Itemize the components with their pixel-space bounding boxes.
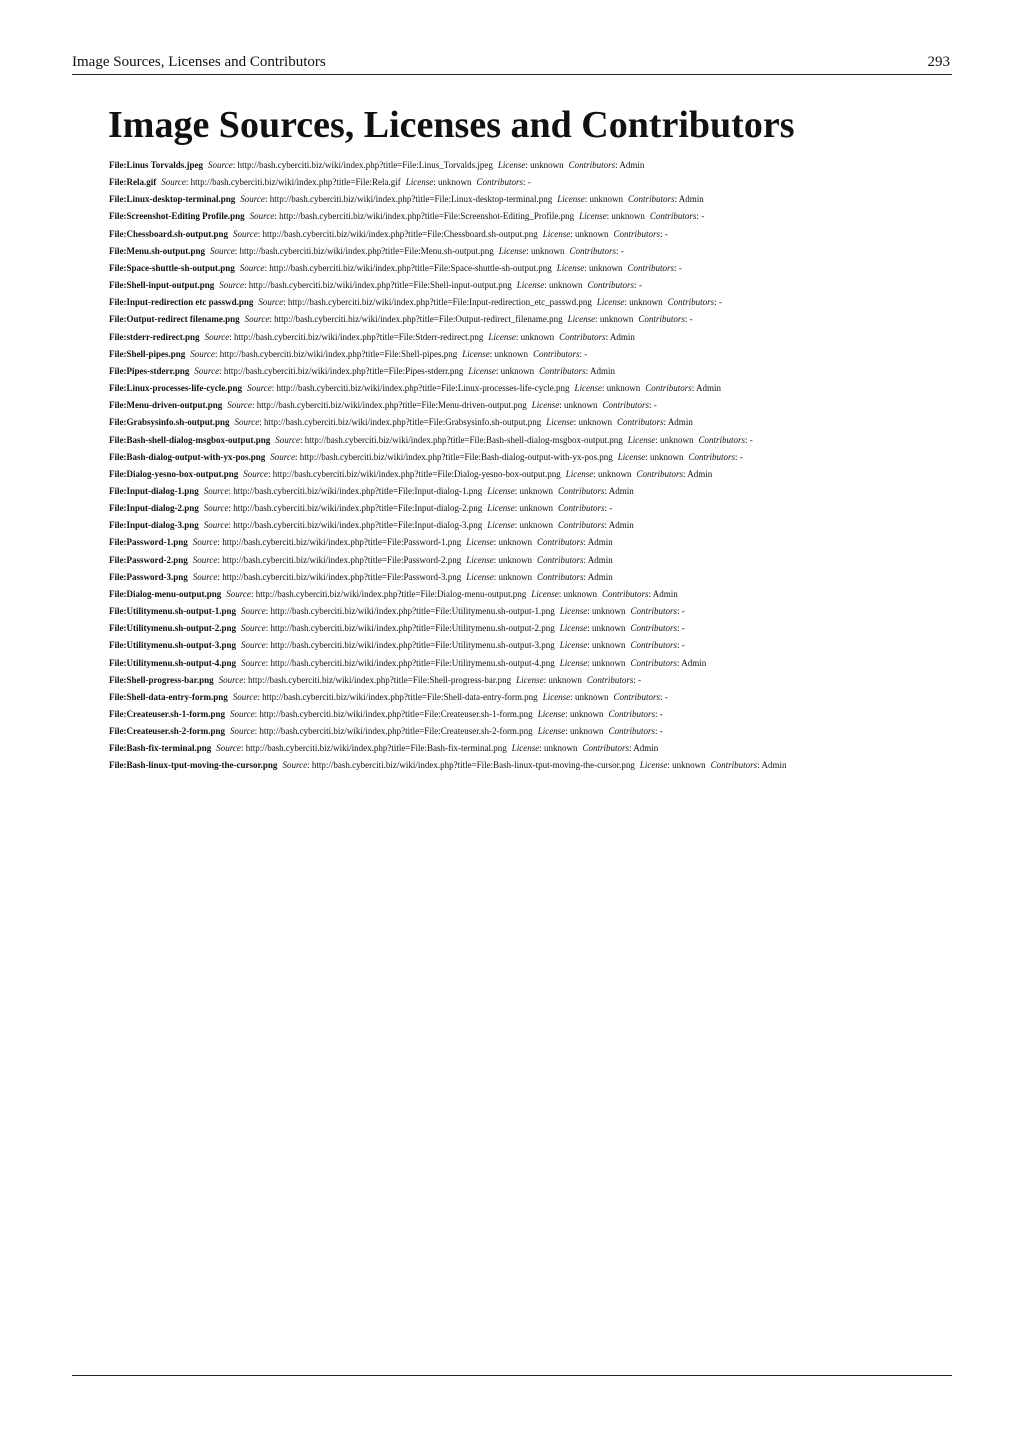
contributors-value: - xyxy=(689,314,693,325)
license-label: License xyxy=(516,674,544,685)
license-label: License xyxy=(542,691,571,702)
list-item: File:Input-redirection etc passwd.png Source: http://bash.cyberciti.biz/wiki/index.php?title=File:Input-redirection_etc_passwd.png License: unknown Contributors: - xyxy=(109,297,722,308)
contributors-label: Contributors xyxy=(645,383,692,394)
running-header xyxy=(72,52,952,74)
list-item: File:Dialog-yesno-box-output.png Source: http://bash.cyberciti.biz/wiki/index.php?title=File:Dialog-yesno-box-output.png License: unknown Contributors: Admin xyxy=(109,468,713,479)
image-filename: File:Grabsysinfo.sh-output.png xyxy=(109,417,230,428)
license-label: License xyxy=(462,348,490,359)
image-filename: File:Bash-shell-dialog-msgbox-output.png xyxy=(109,434,271,445)
contributors-value: - xyxy=(749,434,753,445)
image-filename: File:Bash-dialog-output-with-yx-pos.png xyxy=(109,451,266,462)
image-filename: File:Password-3.png xyxy=(109,571,188,582)
license-label: License xyxy=(511,743,540,754)
image-filename: File:Dialog-yesno-box-output.png xyxy=(109,468,239,479)
list-item: File:Chessboard.sh-output.png Source: http://bash.cyberciti.biz/wiki/index.php?title=File:Chessboard.sh-output.png License: unknown Contributors: - xyxy=(109,228,668,239)
license-label: License xyxy=(559,606,588,617)
source-label: Source xyxy=(249,211,275,222)
source-url[interactable]: http://bash.cyberciti.biz/wiki/index.php?title=File:Shell-data-entry-form.png xyxy=(262,691,538,702)
list-item: File:Screenshot-Editing Profile.png Source: http://bash.cyberciti.biz/wiki/index.php?title=File:Screenshot-Editing_Profile.png License: unknown Contributors: - xyxy=(109,211,705,222)
image-filename: File:Shell-progress-bar.png xyxy=(109,674,214,685)
license-value: unknown xyxy=(549,280,583,291)
contributors-value: Admin xyxy=(761,760,787,771)
source-label: Source xyxy=(270,451,295,462)
license-value: unknown xyxy=(500,365,535,376)
license-value: unknown xyxy=(589,194,623,205)
source-label: Source xyxy=(219,280,244,291)
contributors-value: Admin xyxy=(652,588,678,599)
license-value: unknown xyxy=(519,520,554,531)
license-label: License xyxy=(627,434,656,445)
license-label: License xyxy=(466,537,494,548)
source-label: Source xyxy=(192,571,218,582)
contributors-value: - xyxy=(681,640,685,651)
source-url[interactable]: http://bash.cyberciti.biz/wiki/index.php?title=File:Pipes-stderr.png xyxy=(223,365,464,376)
source-url[interactable]: http://bash.cyberciti.biz/wiki/index.php?title=File:Password-3.png xyxy=(222,571,462,582)
source-label: Source xyxy=(258,297,284,308)
source-label: Source xyxy=(190,348,215,359)
contributors-label: Contributors xyxy=(558,503,605,514)
source-label: Source xyxy=(194,365,220,376)
contributors-label: Contributors xyxy=(537,571,584,582)
image-filename: File:Menu.sh-output.png xyxy=(109,245,206,256)
source-label: Source xyxy=(203,520,229,531)
license-label: License xyxy=(557,194,585,205)
contributors-value: Admin xyxy=(619,160,645,170)
source-label: Source xyxy=(241,623,266,634)
license-label: License xyxy=(498,245,527,256)
list-item: File:Password-2.png Source: http://bash.cyberciti.biz/wiki/index.php?title=File:Password-2.png License: unknown Contributors: Admin xyxy=(109,554,613,565)
contributors-label: Contributors xyxy=(630,606,678,617)
source-url[interactable]: http://bash.cyberciti.biz/wiki/index.php?title=File:Utilitymenu.sh-output-2.png xyxy=(270,623,555,634)
contributors-label: Contributors xyxy=(558,520,605,531)
image-filename: File:Shell-pipes.png xyxy=(109,348,186,359)
image-filename: File:Input-dialog-3.png xyxy=(109,520,199,531)
list-item: File:Createuser.sh-2-form.png Source: http://bash.cyberciti.biz/wiki/index.php?title=File:Createuser.sh-2-form.png License: unknown Contributors: - xyxy=(109,726,663,737)
source-label: Source xyxy=(239,262,265,273)
source-url[interactable]: http://bash.cyberciti.biz/wiki/index.php?title=File:Shell-input-output.png xyxy=(248,280,512,291)
image-filename: File:stderr-redirect.png xyxy=(109,331,200,342)
contributors-value: - xyxy=(664,691,668,702)
license-value: unknown xyxy=(574,691,609,702)
source-url[interactable]: http://bash.cyberciti.biz/wiki/index.php?title=File:Bash-shell-dialog-msgbox-output.png xyxy=(304,434,623,445)
source-label: Source xyxy=(208,160,233,170)
image-filename: File:Shell-data-entry-form.png xyxy=(109,691,228,702)
list-item: File:Utilitymenu.sh-output-2.png Source: http://bash.cyberciti.biz/wiki/index.php?title=File:Utilitymenu.sh-output-2.png License: unknown Contributors: - xyxy=(109,623,685,634)
contributors-label: Contributors xyxy=(569,245,617,256)
source-url[interactable]: http://bash.cyberciti.biz/wiki/index.php?title=File:Grabsysinfo.sh-output.png xyxy=(263,417,542,428)
contributors-label: Contributors xyxy=(582,743,629,754)
image-filename: File:Linux-processes-life-cycle.png xyxy=(109,383,243,394)
source-label: Source xyxy=(282,760,308,771)
contributors-label: Contributors xyxy=(636,468,684,479)
license-value: unknown xyxy=(498,537,532,548)
source-url[interactable]: http://bash.cyberciti.biz/wiki/index.php?title=File:Createuser.sh-1-form.png xyxy=(259,709,533,719)
source-url[interactable]: http://bash.cyberciti.biz/wiki/index.php?title=File:Dialog-menu-output.png xyxy=(255,588,527,599)
list-item: File:Rela.gif Source: http://bash.cyberciti.biz/wiki/index.php?title=File:Rela.gif License: unknown Contributors: - xyxy=(109,177,531,188)
contributors-label: Contributors xyxy=(608,726,655,737)
contributors-value: Admin xyxy=(587,554,613,565)
contributors-value: Admin xyxy=(587,571,613,582)
contributors-label: Contributors xyxy=(628,194,675,205)
source-url[interactable]: http://bash.cyberciti.biz/wiki/index.php?title=File:Rela.gif xyxy=(190,177,401,188)
license-label: License xyxy=(596,297,625,308)
source-label: Source xyxy=(210,245,235,256)
list-item: File:Utilitymenu.sh-output-3.png Source: http://bash.cyberciti.biz/wiki/index.php?title=File:Utilitymenu.sh-output-3.png License: unknown Contributors: - xyxy=(109,640,685,651)
license-label: License xyxy=(567,314,596,325)
list-item: File:Shell-input-output.png Source: http://bash.cyberciti.biz/wiki/index.php?title=File:Shell-input-output.png License: unknown Contributors: - xyxy=(109,280,642,291)
source-url[interactable]: http://bash.cyberciti.biz/wiki/index.php?title=File:Menu-driven-output.png xyxy=(256,400,527,411)
source-url[interactable]: http://bash.cyberciti.biz/wiki/index.php?title=File:Linus_Torvalds.jpeg xyxy=(237,160,493,170)
list-item: File:Menu.sh-output.png Source: http://bash.cyberciti.biz/wiki/index.php?title=File:Menu.sh-output.png License: unknown Contributors: - xyxy=(109,245,624,256)
license-value: unknown xyxy=(629,297,663,308)
image-filename: File:Rela.gif xyxy=(109,177,157,188)
source-label: Source xyxy=(161,177,186,188)
license-value: unknown xyxy=(569,726,604,737)
source-label: Source xyxy=(241,640,266,651)
contributors-value: - xyxy=(659,709,663,719)
source-label: Source xyxy=(244,314,270,325)
contributors-value: Admin xyxy=(667,417,693,428)
list-item: File:Shell-progress-bar.png Source: http://bash.cyberciti.biz/wiki/index.php?title=File:Shell-progress-bar.png License: unknown Contributors: - xyxy=(109,674,642,685)
contributors-value: Admin xyxy=(608,485,634,496)
source-label: Source xyxy=(227,400,252,411)
contributors-label: Contributors xyxy=(586,674,634,685)
license-label: License xyxy=(574,383,602,394)
source-url[interactable]: http://bash.cyberciti.biz/wiki/index.php?title=File:Password-2.png xyxy=(222,554,462,565)
list-item: File:Pipes-stderr.png Source: http://bash.cyberciti.biz/wiki/index.php?title=File:Pipes-stderr.png License: unknown Contributors: Admin xyxy=(109,365,615,376)
license-value: unknown xyxy=(569,709,604,719)
image-filename: File:Bash-linux-tput-moving-the-cursor.png xyxy=(109,760,278,771)
license-label: License xyxy=(487,485,515,496)
license-value: unknown xyxy=(592,606,626,617)
image-filename: File:Linus Torvalds.jpeg xyxy=(109,160,204,170)
source-label: Source xyxy=(204,331,230,342)
license-value: unknown xyxy=(543,743,578,754)
license-value: unknown xyxy=(598,468,632,479)
contributors-label: Contributors xyxy=(630,640,678,651)
contributors-value: Admin xyxy=(609,331,635,342)
license-label: License xyxy=(542,228,571,239)
list-item: File:Input-dialog-1.png Source: http://bash.cyberciti.biz/wiki/index.php?title=File:Input-dialog-1.png License: unknown Contributors: Admin xyxy=(109,485,634,496)
contributors-label: Contributors xyxy=(630,623,678,634)
image-filename: File:Utilitymenu.sh-output-3.png xyxy=(109,640,237,651)
contributors-label: Contributors xyxy=(537,554,584,565)
contributors-value: - xyxy=(664,228,668,239)
contributors-label: Contributors xyxy=(539,365,586,376)
license-value: unknown xyxy=(519,485,554,496)
source-url[interactable]: http://bash.cyberciti.biz/wiki/index.php?title=File:Shell-pipes.png xyxy=(219,348,458,359)
contributors-label: Contributors xyxy=(630,657,678,668)
contributors-value: - xyxy=(681,623,685,634)
license-value: unknown xyxy=(578,417,613,428)
image-filename: File:Createuser.sh-1-form.png xyxy=(109,709,225,719)
contributors-label: Contributors xyxy=(667,297,715,308)
list-item: File:Createuser.sh-1-form.png Source: http://bash.cyberciti.biz/wiki/index.php?title=File:Createuser.sh-1-form.png License: unknown Contributors: - xyxy=(109,709,663,719)
contributors-label: Contributors xyxy=(613,691,660,702)
list-item: File:Utilitymenu.sh-output-4.png Source: http://bash.cyberciti.biz/wiki/index.php?title=File:Utilitymenu.sh-output-4.png License: unknown Contributors: Admin xyxy=(109,657,707,668)
list-item: File:Linus Torvalds.jpeg Source: http://bash.cyberciti.biz/wiki/index.php?title=File:Linus_Torvalds.jpeg License: unknown Contributors: Admin xyxy=(109,160,645,170)
source-url[interactable]: http://bash.cyberciti.biz/wiki/index.php?title=File:Menu.sh-output.png xyxy=(239,245,494,256)
image-filename: File:Password-1.png xyxy=(109,537,188,548)
source-label: Source xyxy=(241,606,266,617)
image-filename: File:Input-dialog-1.png xyxy=(109,485,199,496)
list-item: File:Shell-pipes.png Source: http://bash.cyberciti.biz/wiki/index.php?title=File:Shell-pipes.png License: unknown Contributors: - xyxy=(109,348,588,359)
license-label: License xyxy=(531,400,560,411)
image-filename: File:Input-dialog-2.png xyxy=(109,503,199,514)
license-label: License xyxy=(531,588,559,599)
license-label: License xyxy=(559,657,588,668)
contributors-label: Contributors xyxy=(710,760,758,771)
image-filename: File:Utilitymenu.sh-output-4.png xyxy=(109,657,237,668)
source-label: Source xyxy=(216,743,241,754)
list-item: File:Shell-data-entry-form.png Source: http://bash.cyberciti.biz/wiki/index.php?title=File:Shell-data-entry-form.png License: unknown Contributors: - xyxy=(109,691,668,702)
source-url[interactable]: http://bash.cyberciti.biz/wiki/index.php?title=File:Bash-linux-tput-moving-the-cursor.png xyxy=(311,760,635,771)
page-number: 293 xyxy=(927,54,950,70)
contributors-value: - xyxy=(659,726,663,737)
license-value: unknown xyxy=(564,400,598,411)
list-item: File:Bash-dialog-output-with-yx-pos.png Source: http://bash.cyberciti.biz/wiki/index.php?title=File:Bash-dialog-output-with-yx-pos.png License: unknown Contributors: - xyxy=(109,451,743,462)
license-value: unknown xyxy=(660,434,694,445)
contributors-value: - xyxy=(653,400,657,411)
running-header-title: Image Sources, Licenses and Contributors xyxy=(72,54,326,70)
source-url[interactable]: http://bash.cyberciti.biz/wiki/index.php?title=File:Output-redirect_filename.png xyxy=(274,314,563,325)
source-label: Source xyxy=(218,674,244,685)
license-value: unknown xyxy=(548,674,582,685)
source-url[interactable]: http://bash.cyberciti.biz/wiki/index.php?title=File:Input-dialog-2.png xyxy=(233,503,483,514)
license-label: License xyxy=(468,365,496,376)
license-label: License xyxy=(579,211,607,222)
license-label: License xyxy=(487,503,515,514)
image-filename: File:Password-2.png xyxy=(109,554,188,565)
contributors-label: Contributors xyxy=(617,417,664,428)
source-url[interactable]: http://bash.cyberciti.biz/wiki/index.php?title=File:Shell-progress-bar.png xyxy=(248,674,512,685)
contributors-value: - xyxy=(584,348,588,359)
license-label: License xyxy=(497,160,526,170)
license-label: License xyxy=(537,709,566,719)
image-filename: File:Createuser.sh-2-form.png xyxy=(109,726,225,737)
license-value: unknown xyxy=(563,588,597,599)
license-value: unknown xyxy=(611,211,645,222)
license-value: unknown xyxy=(437,177,472,188)
license-label: License xyxy=(639,760,668,771)
list-item: File:Password-3.png Source: http://bash.cyberciti.biz/wiki/index.php?title=File:Password-3.png License: unknown Contributors: Admin xyxy=(109,571,613,582)
license-label: License xyxy=(405,177,434,188)
contributors-label: Contributors xyxy=(627,262,675,273)
list-item: File:Password-1.png Source: http://bash.cyberciti.biz/wiki/index.php?title=File:Password-1.png License: unknown Contributors: Admin xyxy=(109,537,613,548)
contributors-label: Contributors xyxy=(537,537,584,548)
list-item: File:stderr-redirect.png Source: http://bash.cyberciti.biz/wiki/index.php?title=File:Stderr-redirect.png License: unknown Contributors: Admin xyxy=(109,331,635,342)
license-value: unknown xyxy=(531,245,565,256)
license-value: unknown xyxy=(592,640,626,651)
contributors-label: Contributors xyxy=(688,451,736,462)
contributors-label: Contributors xyxy=(587,280,635,291)
image-filename: File:Space-shuttle-sh-output.png xyxy=(109,262,235,273)
license-value: unknown xyxy=(592,623,626,634)
license-value: unknown xyxy=(599,314,634,325)
contributors-label: Contributors xyxy=(649,211,697,222)
license-value: unknown xyxy=(575,228,609,239)
image-filename: File:Shell-input-output.png xyxy=(109,280,215,291)
contributors-label: Contributors xyxy=(602,588,649,599)
source-url[interactable]: http://bash.cyberciti.biz/wiki/index.php?title=File:Input-redirection_etc_passwd.png xyxy=(287,297,592,308)
list-item: File:Input-dialog-3.png Source: http://bash.cyberciti.biz/wiki/index.php?title=File:Input-dialog-3.png License: unknown Contributors: Admin xyxy=(109,520,634,531)
license-value: unknown xyxy=(589,262,623,273)
contributors-label: Contributors xyxy=(698,434,746,445)
list-item: File:Bash-shell-dialog-msgbox-output.png Source: http://bash.cyberciti.biz/wiki/index.php?title=File:Bash-shell-dialog-msgbox-output.png License: unknown Contributors: - xyxy=(109,434,753,445)
source-label: Source xyxy=(232,691,258,702)
contributors-value: - xyxy=(701,211,705,222)
source-url[interactable]: http://bash.cyberciti.biz/wiki/index.php?title=File:Screenshot-Editing_Profile.png xyxy=(279,211,575,222)
contributors-label: Contributors xyxy=(638,314,685,325)
list-item: File:Space-shuttle-sh-output.png Source: http://bash.cyberciti.biz/wiki/index.php?title=File:Space-shuttle-sh-output.png License: unknown Contributors: - xyxy=(109,262,682,273)
contributors-value: - xyxy=(527,177,531,188)
contributors-value: Admin xyxy=(696,383,722,394)
contributors-value: - xyxy=(620,245,624,256)
license-value: unknown xyxy=(672,760,706,771)
footer-rule xyxy=(72,1375,952,1376)
contributors-label: Contributors xyxy=(533,348,580,359)
license-label: License xyxy=(516,280,545,291)
license-label: License xyxy=(487,520,515,531)
source-url[interactable]: http://bash.cyberciti.biz/wiki/index.php?title=File:Space-shuttle-sh-output.png xyxy=(269,262,552,273)
source-url[interactable]: http://bash.cyberciti.biz/wiki/index.php?title=File:Utilitymenu.sh-output-1.png xyxy=(270,606,555,617)
license-label: License xyxy=(466,571,494,582)
image-filename: File:Bash-fix-terminal.png xyxy=(109,743,212,754)
contributors-label: Contributors xyxy=(608,709,655,719)
license-value: unknown xyxy=(650,451,684,462)
license-label: License xyxy=(559,640,588,651)
image-filename: File:Utilitymenu.sh-output-1.png xyxy=(109,606,237,617)
license-value: unknown xyxy=(520,331,555,342)
contributors-value: - xyxy=(678,262,682,273)
image-filename: File:Input-redirection etc passwd.png xyxy=(109,297,254,308)
contributors-value: - xyxy=(609,503,613,514)
image-filename: File:Utilitymenu.sh-output-2.png xyxy=(109,623,237,634)
source-url[interactable]: http://bash.cyberciti.biz/wiki/index.php?title=File:Input-dialog-3.png xyxy=(233,520,483,531)
source-label: Source xyxy=(203,485,229,496)
contributors-value: Admin xyxy=(589,365,615,376)
contributors-value: Admin xyxy=(678,194,704,205)
license-value: unknown xyxy=(530,160,564,170)
license-label: License xyxy=(556,262,585,273)
license-value: unknown xyxy=(592,657,626,668)
header-rule xyxy=(72,74,952,75)
list-item: File:Grabsysinfo.sh-output.png Source: http://bash.cyberciti.biz/wiki/index.php?title=File:Grabsysinfo.sh-output.png License: unknown Contributors: Admin xyxy=(109,417,693,428)
source-label: Source xyxy=(275,434,300,445)
source-url[interactable]: http://bash.cyberciti.biz/wiki/index.php?title=File:Stderr-redirect.png xyxy=(234,331,484,342)
list-item: File:Bash-fix-terminal.png Source: http://bash.cyberciti.biz/wiki/index.php?title=File:Bash-fix-terminal.png License: unknown Contributors: Admin xyxy=(109,743,659,754)
contributors-label: Contributors xyxy=(476,177,523,188)
source-url[interactable]: http://bash.cyberciti.biz/wiki/index.php?title=File:Utilitymenu.sh-output-4.png xyxy=(270,657,555,668)
source-url[interactable]: http://bash.cyberciti.biz/wiki/index.php?title=File:Dialog-yesno-box-output.png xyxy=(272,468,561,479)
source-label: Source xyxy=(192,554,218,565)
source-label: Source xyxy=(203,503,229,514)
image-filename: File:Menu-driven-output.png xyxy=(109,400,223,411)
list-item: File:Linux-processes-life-cycle.png Source: http://bash.cyberciti.biz/wiki/index.php?title=File:Linux-processes-life-cycle.png License: unknown Contributors: Admin xyxy=(109,383,722,394)
contributors-value: - xyxy=(638,280,642,291)
contributors-value: - xyxy=(739,451,743,462)
source-url[interactable]: http://bash.cyberciti.biz/wiki/index.php?title=File:Chessboard.sh-output.png xyxy=(262,228,538,239)
source-label: Source xyxy=(234,417,260,428)
source-label: Source xyxy=(226,588,251,599)
contributors-value: - xyxy=(638,674,642,685)
license-value: unknown xyxy=(519,503,554,514)
contributors-label: Contributors xyxy=(602,400,650,411)
image-filename: File:Chessboard.sh-output.png xyxy=(109,228,229,239)
license-label: License xyxy=(565,468,594,479)
contributors-value: Admin xyxy=(608,520,634,531)
license-label: License xyxy=(617,451,646,462)
license-label: License xyxy=(466,554,494,565)
list-item: File:Input-dialog-2.png Source: http://bash.cyberciti.biz/wiki/index.php?title=File:Input-dialog-2.png License: unknown Contributors: - xyxy=(109,503,613,514)
contributors-value: - xyxy=(718,297,722,308)
source-label: Source xyxy=(240,194,265,205)
license-value: unknown xyxy=(606,383,641,394)
contributors-label: Contributors xyxy=(559,331,606,342)
page-title: Image Sources, Licenses and Contributors xyxy=(108,104,795,146)
license-label: License xyxy=(559,623,588,634)
list-item: File:Linux-desktop-terminal.png Source: http://bash.cyberciti.biz/wiki/index.php?title=File:Linux-desktop-terminal.png License: unknown Contributors: Admin xyxy=(109,194,704,205)
contributors-label: Contributors xyxy=(568,160,616,170)
list-item: File:Output-redirect filename.png Source: http://bash.cyberciti.biz/wiki/index.php?title=File:Output-redirect_filename.png License: unknown Contributors: - xyxy=(109,314,693,325)
source-url[interactable]: http://bash.cyberciti.biz/wiki/index.php?title=File:Utilitymenu.sh-output-3.png xyxy=(270,640,555,651)
source-label: Source xyxy=(229,726,255,737)
contributors-value: Admin xyxy=(681,657,707,668)
source-url[interactable]: http://bash.cyberciti.biz/wiki/index.php?title=File:Linux-processes-life-cycle.png xyxy=(276,383,570,394)
source-label: Source xyxy=(247,383,272,394)
license-value: unknown xyxy=(498,554,532,565)
list-item: File:Menu-driven-output.png Source: http://bash.cyberciti.biz/wiki/index.php?title=File:Menu-driven-output.png License: unknown Contributors: - xyxy=(109,400,657,411)
license-value: unknown xyxy=(498,571,532,582)
image-filename: File:Screenshot-Editing Profile.png xyxy=(109,211,245,222)
license-value: unknown xyxy=(494,348,529,359)
source-label: Source xyxy=(229,709,255,719)
contributors-value: - xyxy=(681,606,685,617)
list-item: File:Dialog-menu-output.png Source: http://bash.cyberciti.biz/wiki/index.php?title=File:Dialog-menu-output.png License: unknown Contributors: Admin xyxy=(109,588,678,599)
source-label: Source xyxy=(192,537,218,548)
image-filename: File:Pipes-stderr.png xyxy=(109,365,190,376)
source-url[interactable]: http://bash.cyberciti.biz/wiki/index.php?title=File:Createuser.sh-2-form.png xyxy=(259,726,533,737)
source-url[interactable]: http://bash.cyberciti.biz/wiki/index.php?title=File:Bash-dialog-output-with-yx-pos.png xyxy=(299,451,613,462)
contributors-value: Admin xyxy=(687,468,713,479)
source-label: Source xyxy=(241,657,266,668)
source-url[interactable]: http://bash.cyberciti.biz/wiki/index.php?title=File:Input-dialog-1.png xyxy=(233,485,483,496)
contributors-label: Contributors xyxy=(613,228,661,239)
list-item: File:Bash-linux-tput-moving-the-cursor.png Source: http://bash.cyberciti.biz/wiki/index.php?title=File:Bash-linux-tput-moving-the-cursor.png License: unknown Contributors: Admin xyxy=(109,760,787,771)
license-label: License xyxy=(546,417,574,428)
source-label: Source xyxy=(243,468,268,479)
image-credits-list xyxy=(109,157,959,775)
contributors-value: Admin xyxy=(587,537,613,548)
contributors-value: Admin xyxy=(633,743,659,754)
image-filename: File:Output-redirect filename.png xyxy=(109,314,240,325)
image-filename: File:Linux-desktop-terminal.png xyxy=(109,194,236,205)
license-label: License xyxy=(537,726,566,737)
contributors-label: Contributors xyxy=(558,485,605,496)
list-item: File:Utilitymenu.sh-output-1.png Source: http://bash.cyberciti.biz/wiki/index.php?title=File:Utilitymenu.sh-output-1.png License: unknown Contributors: - xyxy=(109,606,685,617)
source-url[interactable]: http://bash.cyberciti.biz/wiki/index.php?title=File:Linux-desktop-terminal.png xyxy=(269,194,553,205)
source-label: Source xyxy=(233,228,258,239)
source-url[interactable]: http://bash.cyberciti.biz/wiki/index.php?title=File:Password-1.png xyxy=(222,537,462,548)
source-url[interactable]: http://bash.cyberciti.biz/wiki/index.php?title=File:Bash-fix-terminal.png xyxy=(245,743,507,754)
license-label: License xyxy=(488,331,516,342)
image-filename: File:Dialog-menu-output.png xyxy=(109,588,222,599)
